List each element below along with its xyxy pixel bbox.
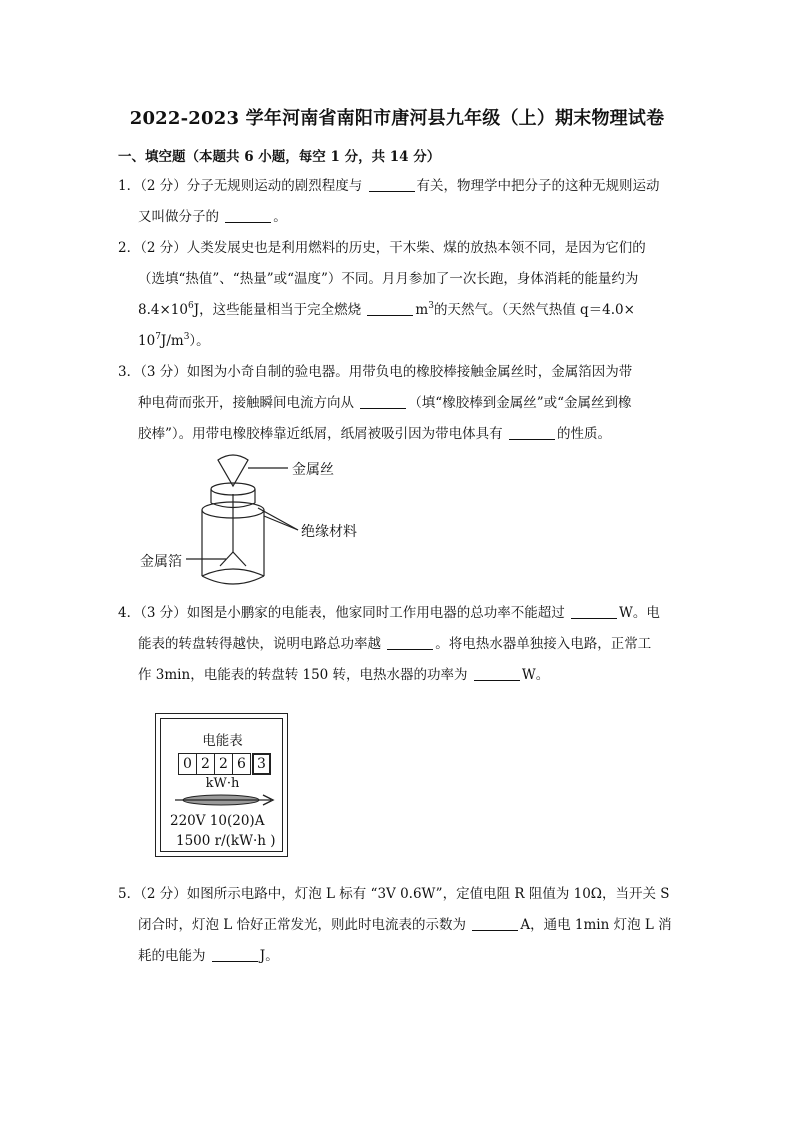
question-4-line-1: 4．（3 分）如图是小鹏家的电能表，他家同时工作用电器的总功率不能超过 W。电	[118, 605, 660, 621]
meter-digit: 0	[178, 753, 197, 775]
meter-disc-icon	[173, 791, 277, 809]
question-2-line-2: （选填“热值”、“热量”或“温度”）不同。月月参加了一次长跑，身体消耗的能量约为	[138, 271, 639, 287]
electric-meter-panel	[160, 718, 283, 852]
question-2-line-4: $10^7J/m^3$）。	[138, 332, 210, 349]
answer-blank[interactable]	[225, 208, 271, 223]
meter-digit: 2	[196, 753, 215, 775]
answer-blank[interactable]	[369, 177, 415, 192]
answer-blank[interactable]	[472, 916, 518, 931]
meter-title: 电能表	[202, 733, 243, 749]
answer-blank[interactable]	[509, 425, 555, 440]
answer-blank[interactable]	[474, 666, 520, 681]
meter-digit-decimal: 3	[252, 753, 271, 775]
label-insulation: 绝缘材料	[301, 524, 357, 540]
question-3-line-3: 胶棒”）。用带电橡胶棒靠近纸屑，纸屑被吸引因为带电体具有 的性质。	[138, 426, 611, 442]
answer-blank[interactable]	[571, 604, 617, 619]
meter-spec-revolutions: 1500 r/(kW·h )	[176, 833, 276, 849]
question-1-line-2: 又叫做分子的 。	[138, 209, 287, 225]
question-4-line-3: 作 3min，电能表的转盘转 150 转，电热水器的功率为 W。	[138, 667, 550, 683]
electric-meter	[155, 713, 288, 857]
section-heading: 一、填空题（本题共 6 小题，每空 1 分，共 14 分）	[118, 149, 441, 165]
meter-spec-voltage-current: 220V 10(20)A	[170, 813, 265, 829]
label-metal-wire: 金属丝	[292, 462, 334, 478]
meter-digit: 2	[214, 753, 233, 775]
answer-blank[interactable]	[212, 947, 258, 962]
question-5-line-3: 耗的电能为 J。	[138, 948, 279, 964]
meter-unit: kW·h	[205, 776, 240, 791]
question-2-line-3: $8.4\times 10^6J$，这些能量相当于完全燃烧 $m^3$的天然气。（天然气热值 q＝4.0×	[138, 301, 635, 318]
question-5-line-2: 闭合时，灯泡 L 恰好正常发光，则此时电流表的示数为 A，通电 1min 灯泡 L 消	[138, 917, 672, 933]
meter-digits	[178, 753, 270, 775]
question-2-line-1: 2．（2 分）人类发展史也是利用燃料的历史，干木柴、煤的放热本领不同，是因为它们的	[118, 240, 646, 256]
answer-blank[interactable]	[360, 394, 406, 409]
answer-blank[interactable]	[367, 301, 413, 316]
label-metal-foil: 金属箔	[140, 554, 182, 570]
answer-blank[interactable]	[387, 635, 433, 650]
question-1-line-1: 1．（2 分）分子无规则运动的剧烈程度与 有关，物理学中把分子的这种无规则运动	[118, 178, 660, 194]
question-4-line-2: 能表的转盘转得越快，说明电路总功率越 。将电热水器单独接入电路，正常工	[138, 636, 652, 652]
question-3-line-2: 种电荷而张开，接触瞬间电流方向从 （填“橡胶棒到金属丝”或“金属丝到橡	[138, 395, 632, 411]
meter-digit: 6	[232, 753, 251, 775]
question-5-line-1: 5．（2 分）如图所示电路中，灯泡 L 标有 “3V 0.6W”，定值电阻 R 阻值为 10Ω，当开关 S	[118, 886, 670, 902]
page-title: 2022-2023 学年河南省南阳市唐河县九年级（上）期末物理试卷	[129, 108, 665, 129]
question-3-line-1: 3．（3 分）如图为小奇自制的验电器。用带负电的橡胶棒接触金属丝时，金属箔因为带	[118, 364, 633, 380]
